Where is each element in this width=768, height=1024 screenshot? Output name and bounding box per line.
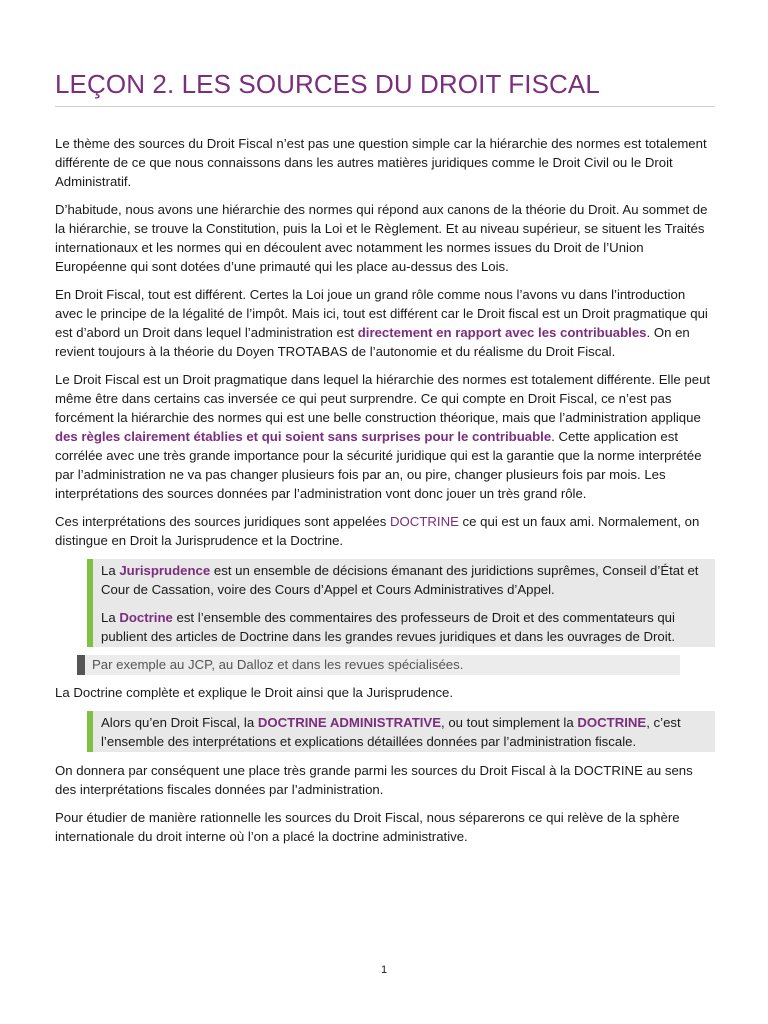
quote-text: , ou tout simplement la xyxy=(441,715,578,730)
paragraph-text: Le Droit Fiscal est un Droit pragmatique dans lequel la hiérarchie des normes est totalement différente. Elle peut même être dans certains cas inversée ce qui peut surprendre. Ce qui compte en Droit Fiscal, ce n’est pas forcément la hiérarchie des normes qui est une belle construction théorique, mais que l’administration applique xyxy=(55,372,711,425)
definition-quote-block xyxy=(87,559,715,647)
highlight-text: DOCTRINE xyxy=(390,514,459,529)
doctrine-administrative-quote xyxy=(87,711,715,752)
quote-doctrine-administrative xyxy=(101,713,715,751)
quote-text: La xyxy=(101,563,120,578)
definition-doctrine xyxy=(101,608,715,646)
paragraph-pragmatique xyxy=(55,370,715,503)
definition-jurisprudence xyxy=(101,561,715,599)
page-title: LEÇON 2. LES SOURCES DU DROIT FISCAL xyxy=(55,69,600,99)
quote-text: Alors qu’en Droit Fiscal, la xyxy=(101,715,258,730)
paragraph-doctrine-complete: La Doctrine complète et explique le Droit ainsi que la Jurisprudence. xyxy=(55,685,454,700)
highlight-text: Doctrine xyxy=(119,610,173,625)
highlight-text: Jurisprudence xyxy=(119,563,211,578)
quote-text: est l’ensemble des commentaires des professeurs de Droit et des commentateurs qui publient des articles de Doctrine dans les grandes revues juridiques et dans les ouvrages de Droit. xyxy=(101,610,675,644)
paragraph-etude-sources: Pour étudier de manière rationnelle les sources du Droit Fiscal, nous séparerons ce qui relève de la sphère internationale du droit interne où l’on a placé la doctrine administrative. xyxy=(55,810,680,844)
quote-text: est un ensemble de décisions émanant des juridictions suprêmes, Conseil d’État et Cour de Cassation, voire des Cours d’Appel et Cours Administratives d’Appel. xyxy=(101,563,699,597)
paragraph-hierarchy: D’habitude, nous avons une hiérarchie des normes qui répond aux canons de la théorie du Droit. Au sommet de la hiérarchie, se trouve la Constitution, puis la Loi et le Règlement. Et au niveau supérieur, se situent les Traités internationaux et les normes qui en découlent avec notamment les normes issues du Droit de l’Union Européenne qui sont dotées d’une primauté qui les place au-dessus des Lois. xyxy=(55,202,708,274)
paragraph-place-doctrine: On donnera par conséquent une place très grande parmi les sources du Droit Fiscal à la DOCTRINE au sens des interprétations fiscales données par l’administration. xyxy=(55,763,693,797)
paragraph-intro: Le thème des sources du Droit Fiscal n’est pas une question simple car la hiérarchie des normes est totalement différente de ce que nous connaissons dans les autres matières juridiques comme le Droit Civil ou le Droit Administratif. xyxy=(55,136,707,189)
document-page xyxy=(55,0,715,855)
quote-text: , c’est l’ensemble des interprétations et explications détaillées données par l’administration fiscale. xyxy=(101,715,681,749)
highlight-text: des règles clairement établies et qui soient sans surprises pour le contribuable xyxy=(55,429,552,444)
highlight-text: DOCTRINE ADMINISTRATIVE xyxy=(257,715,441,730)
quote-text: La xyxy=(101,610,120,625)
example-callout xyxy=(77,655,680,675)
example-text: Par exemple au JCP, au Dalloz et dans les revues spécialisées. xyxy=(92,657,464,672)
title-divider xyxy=(55,106,715,107)
paragraph-text: . On en revient toujours à la théorie du Doyen TROTABAS de l’autonomie et du réalisme du Droit Fiscal. xyxy=(55,325,690,359)
highlight-text: DOCTRINE xyxy=(577,715,647,730)
paragraph-text: ce qui est un faux ami. Normalement, on distingue en Droit la Jurisprudence et la Doctrine. xyxy=(55,514,700,548)
paragraph-text: En Droit Fiscal, tout est différent. Certes la Loi joue un grand rôle comme nous l’avons vu dans l’introduction avec le principe de la légalité de l’impôt. Mais ici, tout est différent car le Droit fiscal est un Droit pragmatique qui est d’abord un Droit dans lequel l’administration est xyxy=(55,287,708,340)
page-number: 1 xyxy=(380,964,388,976)
paragraph-droit-fiscal xyxy=(55,285,715,361)
highlight-text: directement en rapport avec les contribuables xyxy=(357,325,647,340)
paragraph-interpretations xyxy=(55,512,715,550)
paragraph-text: . Cette application est corrélée avec une très grande importance pour la sécurité juridique qui est la garantie que la norme interprétée par l’administration ne va pas changer plusieurs fois par an, ou pire, changer plusieurs fois par mois. Les interprétations des sources données par l’administration vont donc jouer un très grand rôle. xyxy=(55,429,702,501)
paragraph-text: Ces interprétations des sources juridiques sont appelées xyxy=(55,514,391,529)
